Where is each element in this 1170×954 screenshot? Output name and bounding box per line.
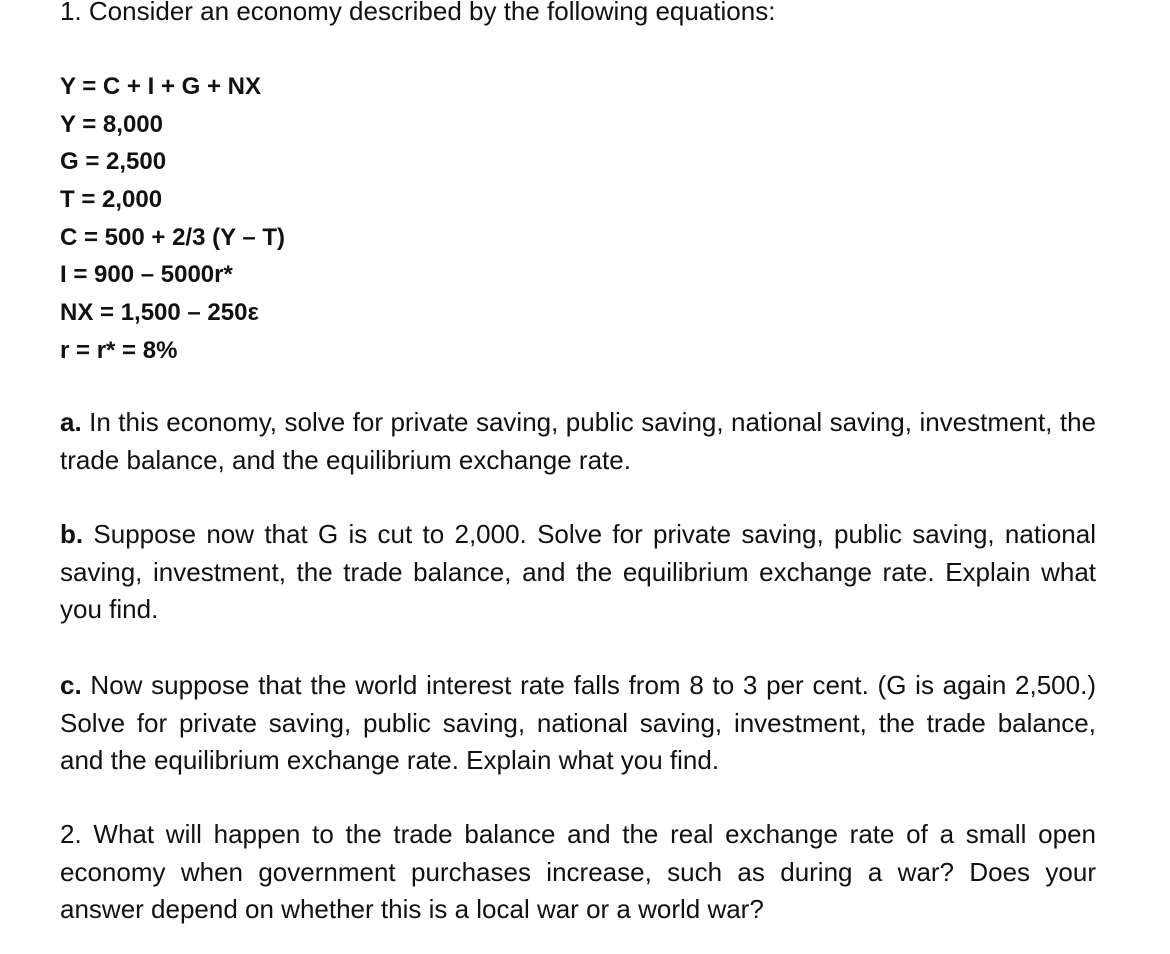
equation-identity: Y = C + I + G + NX — [60, 73, 261, 100]
part-a-text: In this economy, solve for private saving, public saving, national saving, investment, the trade balance, and the equilibrium exchange rate. — [60, 407, 1096, 475]
equation-government: G = 2,500 — [60, 148, 167, 176]
part-a-label: a. — [60, 407, 82, 437]
question-1-part-c — [60, 667, 1096, 780]
question-1-part-b — [60, 516, 1096, 629]
equation-consumption: C = 500 + 2/3 (Y – T) — [60, 223, 286, 251]
part-c-label: c. — [60, 670, 82, 700]
question-2-text: 2. What will happen to the trade balance and the real exchange rate of a small open economy when government purchases increase, such as during a war? Does your answer depend on whether this is a local war or a world war? — [60, 819, 1096, 924]
part-c-text: Now suppose that the world interest rate falls from 8 to 3 per cent. (G is again 2,500.) Solve for private saving, public saving, national saving, investment, the trade balance, and the equilibrium exchange rate. Explain what you find. — [60, 670, 1096, 775]
equation-taxes: T = 2,000 — [60, 186, 163, 214]
part-b-label: b. — [60, 519, 84, 549]
question-1-heading: 1. Consider an economy described by the following equations: — [60, 0, 776, 26]
equation-net-exports: NX = 1,500 – 250ε — [60, 299, 259, 327]
part-b-text: Suppose now that G is cut to 2,000. Solve for private saving, public saving, national saving, investment, the trade balance, and the equilibrium exchange rate. Explain what you find. — [60, 519, 1096, 624]
equation-interest-rate: r = r* = 8% — [60, 336, 178, 364]
equation-output: Y = 8,000 — [60, 110, 163, 138]
equation-list — [60, 68, 285, 370]
equation-investment: I = 900 – 5000r* — [60, 261, 233, 289]
question-1-part-a — [60, 404, 1096, 479]
